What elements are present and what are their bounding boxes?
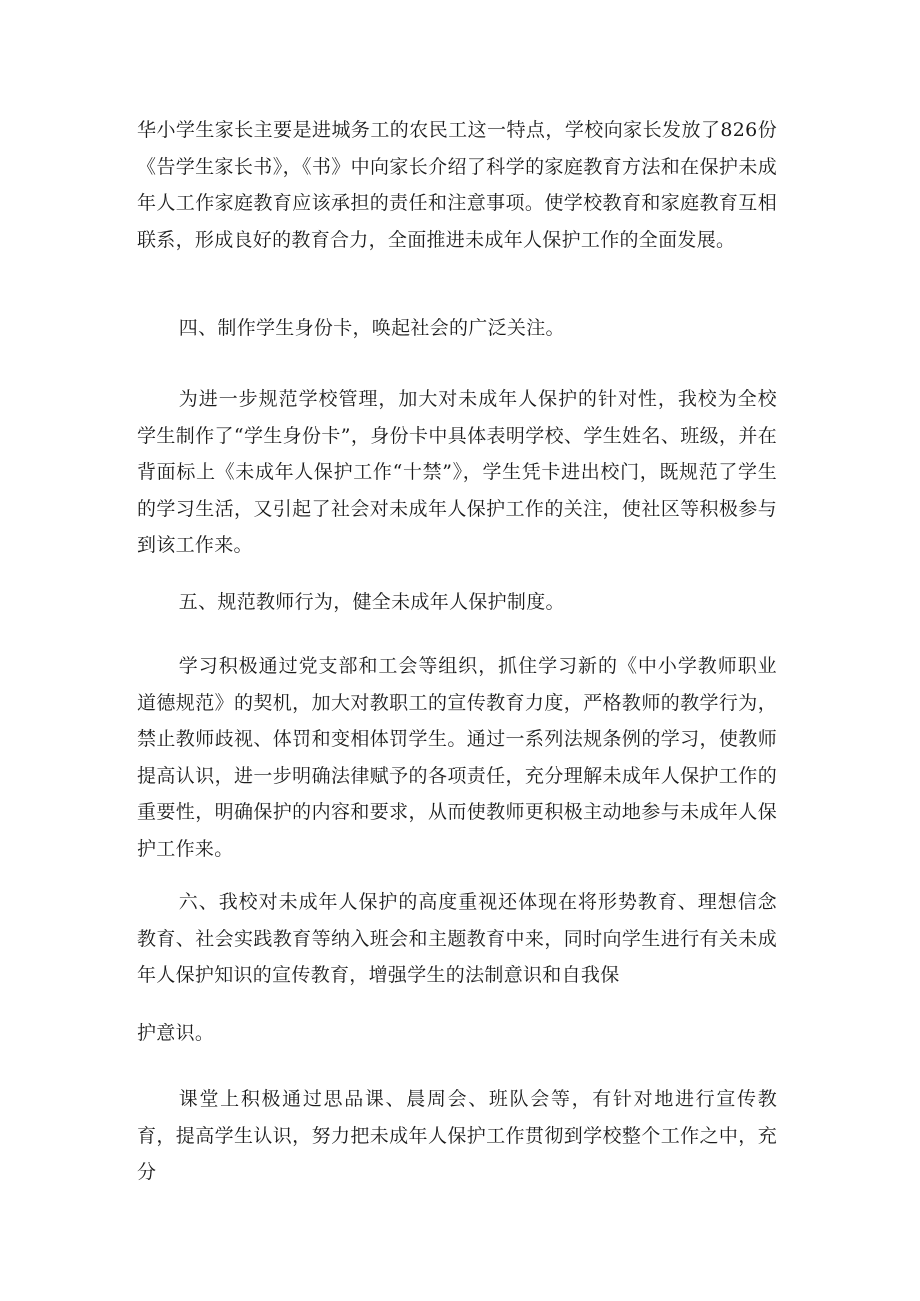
- paragraph-student-id-card: 为进一步规范学校管理，加大对未成年人保护的针对性，我校为全校学生制作了“学生身份卡”，身份卡中具体表明学校、学生姓名、班级，并在背面标上《未成年人保护工作“十禁”》，学生凭卡进出校门，既规范了学生的学习生活，又引起了社会对未成年人保护工作的关注，使社区等积极参与到该工作来。: [137, 388, 777, 556]
- paragraph-section-six-continued: 护意识。: [137, 1022, 215, 1044]
- paragraph-teacher-conduct: 学习积极通过党支部和工会等组织，抓住学习新的《中小学教师职业道德规范》的契机，加大对教职工的宣传教育力度，严格教师的教学行为，禁止教师歧视、体罚和变相体罚学生。通过一系列法规条例的学习，使教师提高认识，进一步明确法律赋予的各项责任，充分理解未成年人保护工作的重要性，明确保护的内容和要求，从而使教师更积极主动地参与未成年人保护工作来。: [137, 655, 777, 860]
- section-heading-student-id-card: 四、制作学生身份卡，唤起社会的广泛关注。: [178, 317, 565, 339]
- paragraph-classroom-education: 课堂上积极通过思品课、晨周会、班队会等，有针对地进行宣传教育，提高学生认识，努力把未成年人保护工作贯彻到学校整个工作之中，充分: [137, 1088, 777, 1183]
- section-heading-teacher-conduct: 五、规范教师行为，健全未成年人保护制度。: [178, 591, 565, 613]
- paragraph-section-six: 六、我校对未成年人保护的高度重视还体现在将形势教育、理想信念教育、社会实践教育等纳入班会和主题教育中来，同时向学生进行有关未成年人保护知识的宣传教育，增强学生的法制意识和自我保: [137, 891, 777, 986]
- paragraph-parent-letter: 华小学生家长主要是进城务工的农民工这一特点，学校向家长发放了826份《告学生家长书》，《书》中向家长介绍了科学的家庭教育方法和在保护未成年人工作家庭教育应该承担的责任和注意事项。使学校教育和家庭教育互相联系，形成良好的教育合力，全面推进未成年人保护工作的全面发展。: [137, 119, 777, 251]
